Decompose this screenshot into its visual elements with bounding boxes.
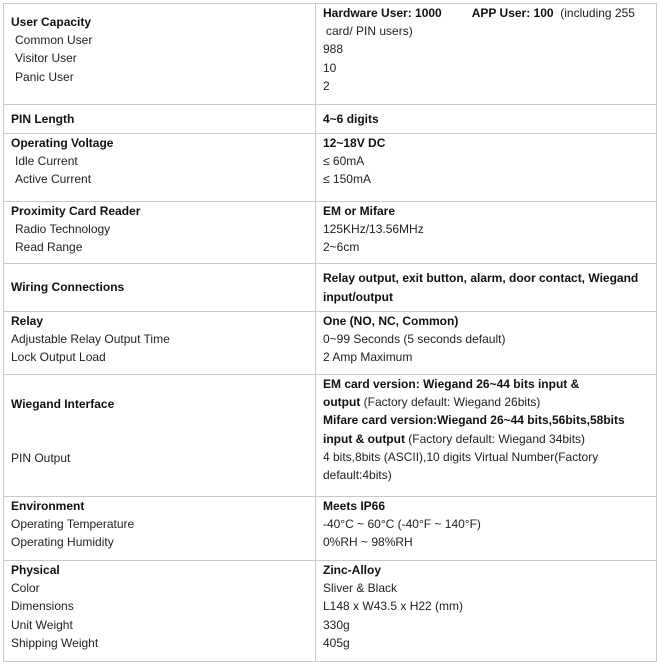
visitor-user-value: 10 bbox=[323, 60, 337, 75]
pin-output-label: PIN Output bbox=[11, 451, 71, 466]
pin-length-label: PIN Length bbox=[11, 111, 75, 126]
read-range-label: Read Range bbox=[15, 240, 83, 255]
pin-length-value: 4~6 digits bbox=[323, 111, 379, 126]
color-label: Color bbox=[11, 581, 40, 596]
relay-label: Relay bbox=[11, 314, 44, 328]
wiegand-em-output: output bbox=[323, 395, 361, 410]
environment-label: Environment bbox=[11, 499, 85, 513]
wiegand-mifare-line-1: Mifare card version:Wiegand 26~44 bits,56bits,58bits bbox=[323, 413, 625, 428]
physical-value: Zinc-Alloy bbox=[323, 563, 382, 577]
active-current-value: ≤ 150mA bbox=[323, 172, 371, 187]
common-user-value: 988 bbox=[323, 42, 344, 57]
row-relay bbox=[4, 312, 657, 375]
voltage-value: 12~18V DC bbox=[323, 136, 386, 150]
environment-label-cell bbox=[4, 497, 316, 561]
physical-value-cell bbox=[316, 561, 657, 662]
relay-label-cell bbox=[4, 312, 316, 375]
relay-value-cell bbox=[316, 312, 657, 375]
user-capacity-label: User Capacity bbox=[11, 15, 92, 29]
relay-time-value: 0~99 Seconds (5 seconds default) bbox=[323, 332, 506, 347]
wiring-value-line-1: Relay output, exit button, alarm, door contact, Wiegand bbox=[323, 271, 639, 286]
operating-temperature-label: Operating Temperature bbox=[11, 517, 135, 532]
relay-time-label: Adjustable Relay Output Time bbox=[11, 332, 170, 347]
operating-temperature-value: -40°C ~ 60°C (-40°F ~ 140°F) bbox=[323, 517, 481, 532]
read-range-value: 2~6cm bbox=[323, 240, 360, 255]
wiegand-label: Wiegand Interface bbox=[11, 397, 115, 411]
voltage-label: Operating Voltage bbox=[11, 136, 114, 150]
wiegand-em-line-1: EM card version: Wiegand 26~44 bits input & bbox=[323, 377, 580, 391]
card-reader-label-cell bbox=[4, 202, 316, 264]
operating-humidity-label: Operating Humidity bbox=[11, 535, 114, 550]
wiegand-value-cell bbox=[316, 375, 657, 497]
row-wiring bbox=[4, 264, 657, 312]
row-operating-voltage bbox=[4, 134, 657, 202]
radio-technology-value: 125KHz/13.56MHz bbox=[323, 222, 424, 237]
idle-current-value: ≤ 60mA bbox=[323, 154, 365, 169]
idle-current-label: Idle Current bbox=[15, 154, 78, 169]
card-reader-value-cell bbox=[316, 202, 657, 264]
panic-user-value: 2 bbox=[323, 78, 330, 93]
row-wiegand bbox=[4, 375, 657, 497]
app-user-value: APP User: 100 bbox=[471, 6, 554, 20]
row-user-capacity bbox=[4, 4, 657, 105]
shipping-weight-value: 405g bbox=[323, 635, 350, 650]
environment-value-cell bbox=[316, 497, 657, 561]
wiegand-mifare-default: (Factory default: Wiegand 34bits) bbox=[404, 431, 586, 446]
unit-weight-label: Unit Weight bbox=[11, 617, 73, 632]
voltage-value-cell bbox=[316, 134, 657, 202]
spec-table bbox=[3, 3, 657, 662]
user-capacity-value-cell bbox=[316, 4, 657, 105]
lock-load-value: 2 Amp Maximum bbox=[323, 350, 413, 365]
common-user-label: Common User bbox=[15, 33, 93, 48]
dimensions-value: L148 x W43.5 x H22 (mm) bbox=[323, 599, 464, 614]
lock-load-label: Lock Output Load bbox=[11, 350, 106, 365]
relay-value: One (NO, NC, Common) bbox=[323, 314, 459, 328]
active-current-label: Active Current bbox=[15, 172, 92, 187]
color-value: Sliver & Black bbox=[323, 581, 398, 596]
visitor-user-label: Visitor User bbox=[15, 51, 77, 66]
unit-weight-value: 330g bbox=[323, 617, 350, 632]
environment-value: Meets IP66 bbox=[323, 499, 386, 513]
user-capacity-label-cell bbox=[4, 4, 316, 105]
row-pin-length bbox=[4, 105, 657, 134]
app-user-note-2: card/ PIN users) bbox=[326, 24, 413, 39]
card-reader-value: EM or Mifare bbox=[323, 204, 396, 218]
radio-technology-label: Radio Technology bbox=[15, 222, 111, 237]
wiegand-label-cell bbox=[4, 375, 316, 497]
app-user-note: (including 255 bbox=[560, 6, 635, 20]
wiring-value-line-2: input/output bbox=[323, 289, 393, 304]
voltage-label-cell bbox=[4, 134, 316, 202]
wiring-label-cell bbox=[4, 264, 316, 312]
pin-output-line-1: 4 bits,8bits (ASCII),10 digits Virtual Number(Factory bbox=[323, 449, 599, 464]
wiring-value-cell bbox=[316, 264, 657, 312]
pin-length-label-cell bbox=[4, 105, 316, 134]
row-environment bbox=[4, 497, 657, 561]
shipping-weight-label: Shipping Weight bbox=[11, 635, 99, 650]
wiegand-mifare-io: input & output bbox=[323, 431, 405, 446]
wiring-label: Wiring Connections bbox=[11, 280, 125, 295]
card-reader-label: Proximity Card Reader bbox=[11, 204, 141, 218]
row-physical bbox=[4, 561, 657, 662]
operating-humidity-value: 0%RH ~ 98%RH bbox=[323, 535, 413, 550]
panic-user-label: Panic User bbox=[15, 69, 74, 84]
wiegand-em-default: (Factory default: Wiegand 26bits) bbox=[360, 395, 541, 410]
row-card-reader bbox=[4, 202, 657, 264]
dimensions-label: Dimensions bbox=[11, 599, 74, 614]
physical-label: Physical bbox=[11, 563, 60, 577]
hardware-user-value: Hardware User: 1000 bbox=[323, 6, 442, 20]
pin-length-value-cell bbox=[316, 105, 657, 134]
pin-output-line-2: default:4bits) bbox=[323, 467, 392, 482]
physical-label-cell bbox=[4, 561, 316, 662]
